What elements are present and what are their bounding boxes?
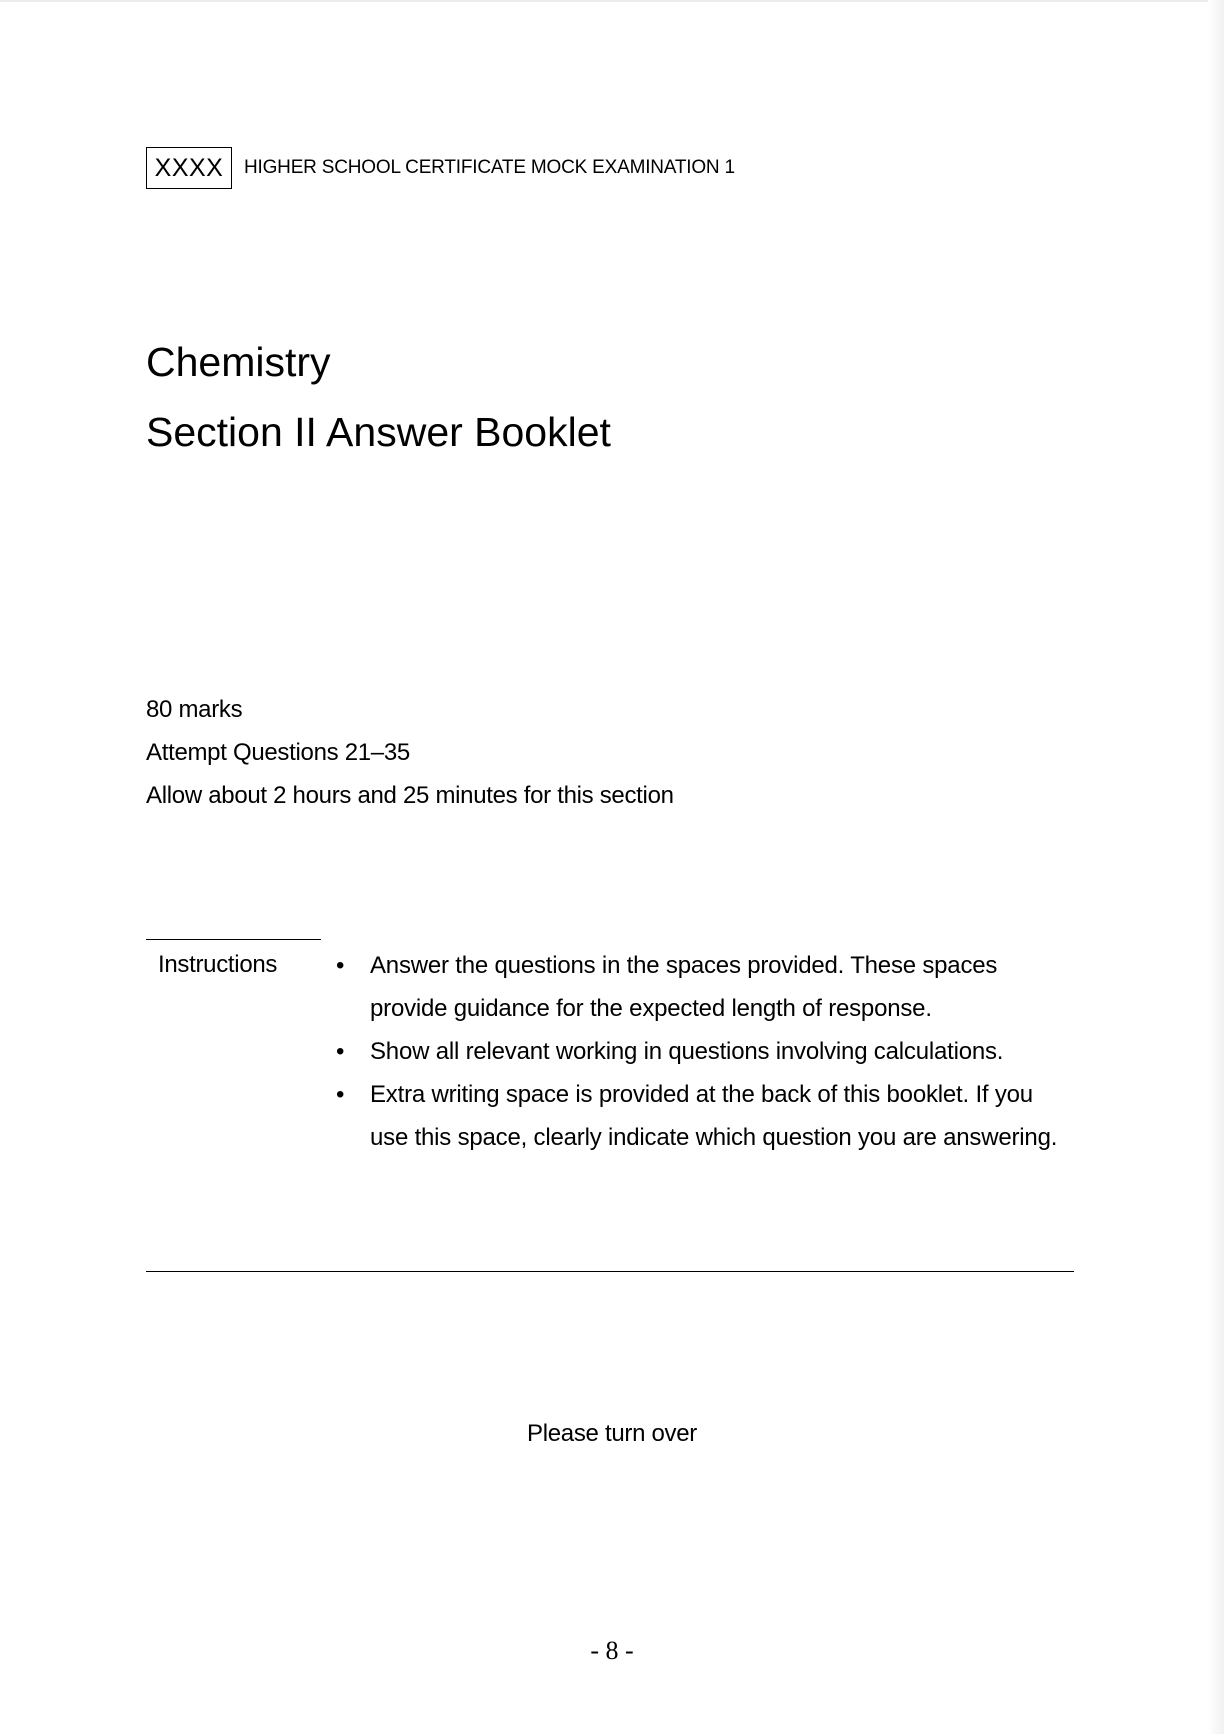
instruction-item xyxy=(330,1030,1070,1073)
booklet-title: Section II Answer Booklet xyxy=(146,409,611,455)
time-allowance-text: Allow about 2 hours and 25 minutes for this section xyxy=(146,782,674,809)
instruction-item xyxy=(330,944,1070,1030)
exam-header xyxy=(146,147,735,189)
instruction-text: Show all relevant working in questions involving calculations. xyxy=(370,1038,1004,1065)
marks-text: 80 marks xyxy=(146,696,243,723)
bullet-icon: • xyxy=(336,1081,345,1108)
attempt-text: Attempt Questions 21–35 xyxy=(146,739,410,766)
section-info xyxy=(146,688,674,817)
page-right-edge xyxy=(1208,0,1224,1734)
turn-over-text: Please turn over xyxy=(527,1420,697,1447)
instruction-item xyxy=(330,1073,1070,1159)
instructions-rule xyxy=(146,939,321,940)
instruction-text: Extra writing space is provided at the back of this booklet. If you use this space, clearly indicate which question you are answering. xyxy=(370,1081,1058,1151)
instructions-list xyxy=(330,944,1070,1159)
instruction-text: Answer the questions in the spaces provided. These spaces provide guidance for the expected length of response. xyxy=(370,952,998,1022)
bullet-icon: • xyxy=(336,1038,345,1065)
exam-title: HIGHER SCHOOL CERTIFICATE MOCK EXAMINATION 1 xyxy=(244,157,735,178)
exam-code-box: XXXX xyxy=(146,147,232,189)
page-top-edge xyxy=(0,0,1224,2)
section-divider xyxy=(146,1271,1074,1272)
subject-title: Chemistry xyxy=(146,339,331,385)
bullet-icon: • xyxy=(336,952,345,979)
instructions-label: Instructions xyxy=(158,951,278,978)
page-number: - 8 - xyxy=(590,1636,634,1665)
